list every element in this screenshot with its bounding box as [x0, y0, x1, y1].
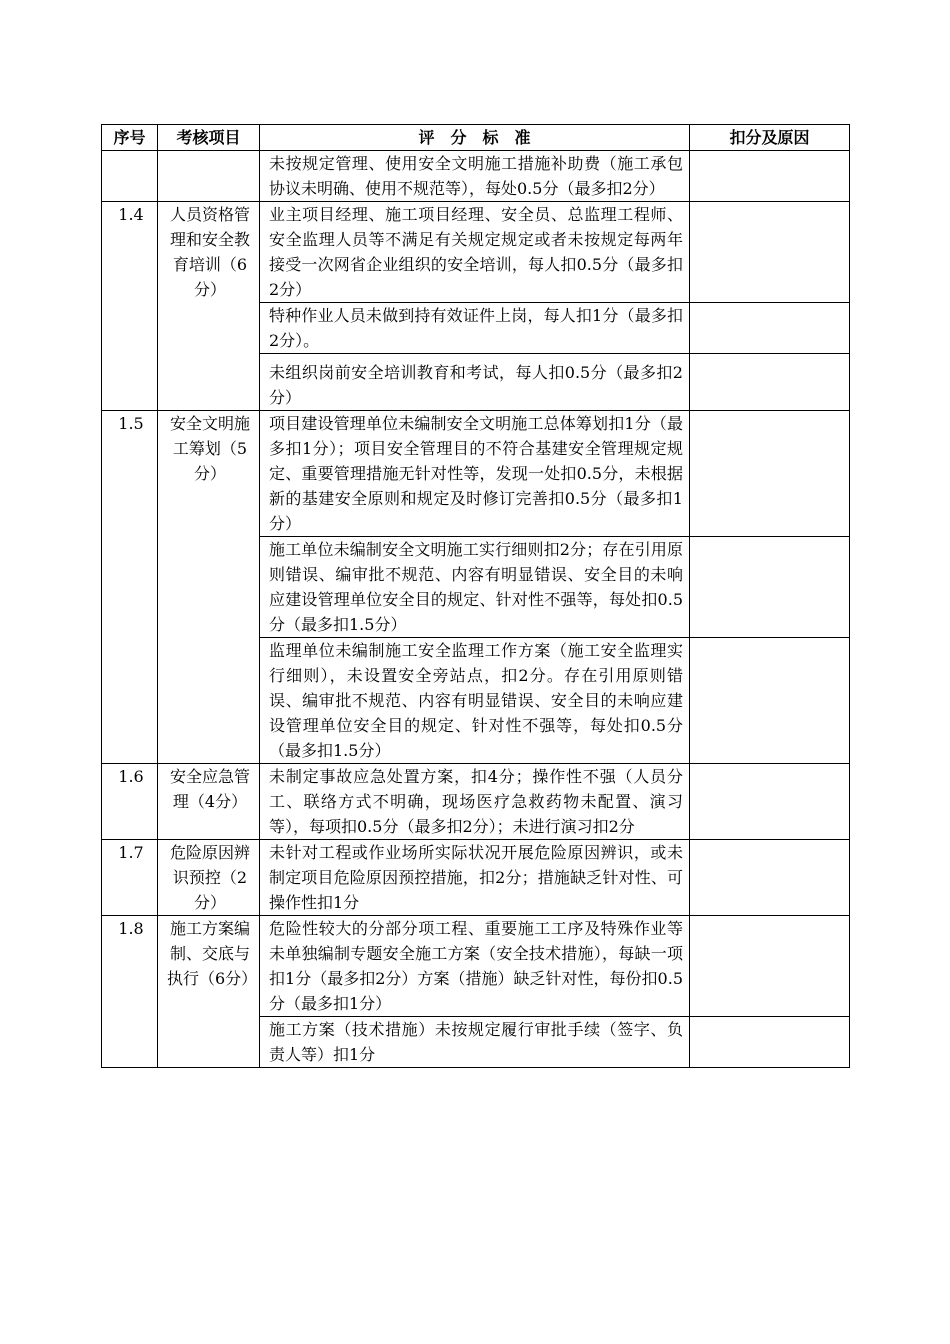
- row-item: 人员资格管理和安全教育培训（6分）: [158, 202, 260, 411]
- scoring-table: [101, 124, 850, 1068]
- col-header-criteria: 评 分 标 准: [260, 125, 690, 151]
- table-row: [102, 151, 850, 202]
- deduction-cell: [690, 764, 850, 840]
- row-item: 危险原因辨识预控（2分）: [158, 840, 260, 916]
- criteria-cell: 未按规定管理、使用安全文明施工措施补助费（施工承包协议未明确、使用不规范等），每处0.5分（最多扣2分）: [260, 151, 690, 202]
- row-number: 1.4: [102, 202, 158, 411]
- deduction-cell: [690, 1017, 850, 1068]
- table-row: [102, 840, 850, 916]
- deduction-cell: [690, 916, 850, 1017]
- criteria-cell: 未针对工程或作业场所实际状况开展危险原因辨识，或未制定项目危险原因预控措施，扣2分；措施缺乏针对性、可操作性扣1分: [260, 840, 690, 916]
- criteria-cell: 监理单位未编制施工安全监理工作方案（施工安全监理实行细则），未设置安全旁站点，扣2分。存在引用原则错误、编审批不规范、内容有明显错误、安全目的未响应建设管理单位安全目的规定、针对性不强等，每处扣0.5分（最多扣1.5分）: [260, 638, 690, 764]
- row-number: 1.8: [102, 916, 158, 1068]
- deduction-cell: [690, 151, 850, 202]
- row-number: 1.5: [102, 411, 158, 764]
- criteria-cell: 危险性较大的分部分项工程、重要施工工序及特殊作业等未单独编制专题安全施工方案（安全技术措施），每缺一项扣1分（最多扣2分）方案（措施）缺乏针对性，每份扣0.5分（最多扣1分）: [260, 916, 690, 1017]
- deduction-cell: [690, 840, 850, 916]
- table-row: [102, 411, 850, 537]
- deduction-cell: [690, 202, 850, 303]
- criteria-cell: 施工方案（技术措施）未按规定履行审批手续（签字、负责人等）扣1分: [260, 1017, 690, 1068]
- deduction-cell: [690, 303, 850, 354]
- table-row: [102, 764, 850, 840]
- table-row: [102, 202, 850, 303]
- deduction-cell: [690, 354, 850, 411]
- deduction-cell: [690, 537, 850, 638]
- row-number: [102, 151, 158, 202]
- deduction-cell: [690, 638, 850, 764]
- criteria-cell: 未组织岗前安全培训教育和考试，每人扣0.5分（最多扣2分）: [260, 354, 690, 411]
- col-header-deduction: 扣分及原因: [690, 125, 850, 151]
- row-number: 1.7: [102, 840, 158, 916]
- criteria-cell: 业主项目经理、施工项目经理、安全员、总监理工程师、安全监理人员等不满足有关规定规定或者未按规定每两年接受一次网省企业组织的安全培训，每人扣0.5分（最多扣2分）: [260, 202, 690, 303]
- row-item: 安全文明施工筹划（5分）: [158, 411, 260, 764]
- criteria-cell: 施工单位未编制安全文明施工实行细则扣2分；存在引用原则错误、编审批不规范、内容有明显错误、安全目的未响应建设管理单位安全目的规定、针对性不强等，每处扣0.5分（最多扣1.5分）: [260, 537, 690, 638]
- col-header-item: 考核项目: [158, 125, 260, 151]
- row-item: [158, 151, 260, 202]
- criteria-cell: 未制定事故应急处置方案，扣4分；操作性不强（人员分工、联络方式不明确，现场医疗急救药物未配置、演习等），每项扣0.5分（最多扣2分）；未进行演习扣2分: [260, 764, 690, 840]
- table-row: [102, 916, 850, 1017]
- row-item: 安全应急管理（4分）: [158, 764, 260, 840]
- deduction-cell: [690, 411, 850, 537]
- header-row: [102, 125, 850, 151]
- criteria-cell: 项目建设管理单位未编制安全文明施工总体筹划扣1分（最多扣1分）；项目安全管理目的不符合基建安全管理规定规定、重要管理措施无针对性等，发现一处扣0.5分，未根据新的基建安全原则和规定及时修订完善扣0.5分（最多扣1分）: [260, 411, 690, 537]
- criteria-cell: 特种作业人员未做到持有效证件上岗，每人扣1分（最多扣2分）。: [260, 303, 690, 354]
- row-item: 施工方案编制、交底与执行（6分）: [158, 916, 260, 1068]
- row-number: 1.6: [102, 764, 158, 840]
- col-header-no: 序号: [102, 125, 158, 151]
